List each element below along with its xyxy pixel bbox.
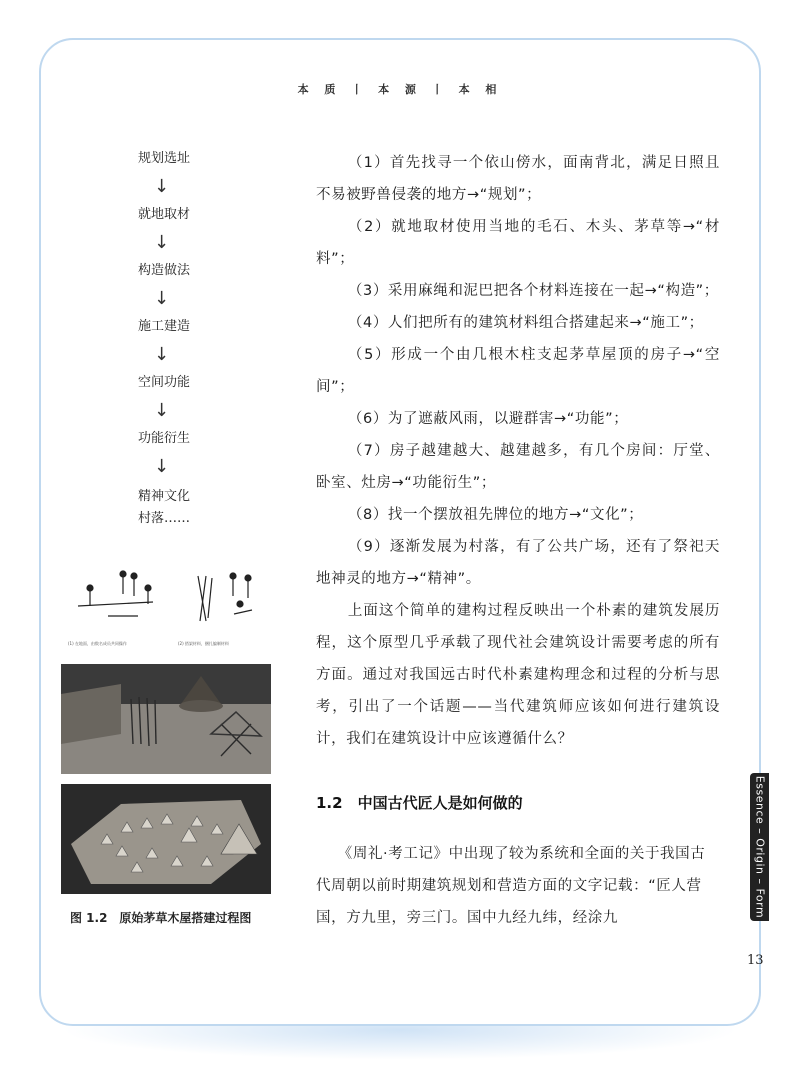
sketch-right [178, 566, 278, 646]
down-arrow-icon: ↓ [154, 232, 170, 253]
flow-step-function: 功能衍生 [138, 431, 191, 446]
figure-caption: 图 1.2 原始茅草木屋搭建过程图 [70, 911, 252, 925]
sketch-left-caption: (1) 在地面，由数名成员共同操作 [68, 641, 127, 646]
down-arrow-icon: ↓ [154, 400, 170, 421]
model-photo-village [61, 784, 271, 894]
village-model-photo-icon [61, 784, 271, 894]
paragraph: （4）人们把所有的建筑材料组合搭建起来→“施工”； [347, 315, 704, 331]
model-photo-huts [61, 664, 271, 774]
flow-step-village: 村落…… [138, 511, 191, 526]
process-flow [138, 150, 238, 530]
paragraph: （8）找一个摆放祖先牌位的地方→“文化”； [347, 507, 644, 523]
down-arrow-icon: ↓ [154, 344, 170, 365]
paragraph: （7）房子越建越大、越建越多，有几个房间：厅堂、卧室、灶房→“功能衍生”； [316, 443, 720, 491]
people-sketch-icon [68, 566, 168, 636]
paragraph: （5）形成一个由几根木柱支起茅草屋顶的房子→“空间”； [316, 347, 720, 395]
side-tab-label: Essence – Origin – Form [753, 775, 766, 919]
hut-model-photo-icon [61, 664, 271, 774]
section-heading: 1.2 中国古代匠人是如何做的 [316, 794, 523, 812]
flow-step-materials: 就地取材 [138, 207, 191, 222]
flow-step-construction: 构造做法 [138, 263, 191, 278]
paragraph: （2）就地取材使用当地的毛石、木头、茅草等→“材料”； [316, 219, 720, 267]
flow-step-siting: 规划选址 [138, 151, 191, 166]
page-number: 13 [747, 953, 764, 968]
flow-step-space: 空间功能 [138, 375, 191, 390]
section-text [316, 838, 720, 934]
body-text [316, 147, 720, 755]
paragraph: （6）为了遮蔽风雨，以避群害→“功能”； [347, 411, 629, 427]
running-head: 本 质 丨 本 源 丨 本 相 [297, 83, 503, 96]
down-arrow-icon: ↓ [154, 288, 170, 309]
flow-step-culture: 精神文化 [138, 489, 191, 504]
sketch-left [68, 566, 168, 646]
flow-step-building: 施工建造 [138, 319, 191, 334]
sketch-right-caption: (2) 搭架材料，捆扎编制材料 [178, 641, 229, 646]
paragraph: （1）首先找寻一个依山傍水，面南背北，满足日照且不易被野兽侵袭的地方→“规划”； [316, 155, 720, 203]
down-arrow-icon: ↓ [154, 176, 170, 197]
paragraph: （9）逐渐发展为村落，有了公共广场，还有了祭祀天地神灵的地方→“精神”。 [316, 539, 720, 587]
down-arrow-icon: ↓ [154, 456, 170, 477]
paragraph: （3）采用麻绳和泥巴把各个材料连接在一起→“构造”； [347, 283, 719, 299]
chapter-side-tab [750, 773, 769, 921]
paragraph: 上面这个简单的建构过程反映出一个朴素的建筑发展历程，这个原型几乎承载了现代社会建筑设计需要考虑的所有方面。通过对我国远古时代朴素建构理念和过程的分析与思考，引出了一个话题——当代建筑师应该如何进行建筑设计，我们在建筑设计中应该遵循什么？ [316, 603, 720, 747]
building-sketch-icon [178, 566, 268, 636]
paragraph: 《周礼·考工记》中出现了较为系统和全面的关于我国古代周朝以前时期建筑规划和营造方面的文字记载：“匠人营国，方九里，旁三门。国中九经九纬，经涂九 [316, 846, 706, 926]
